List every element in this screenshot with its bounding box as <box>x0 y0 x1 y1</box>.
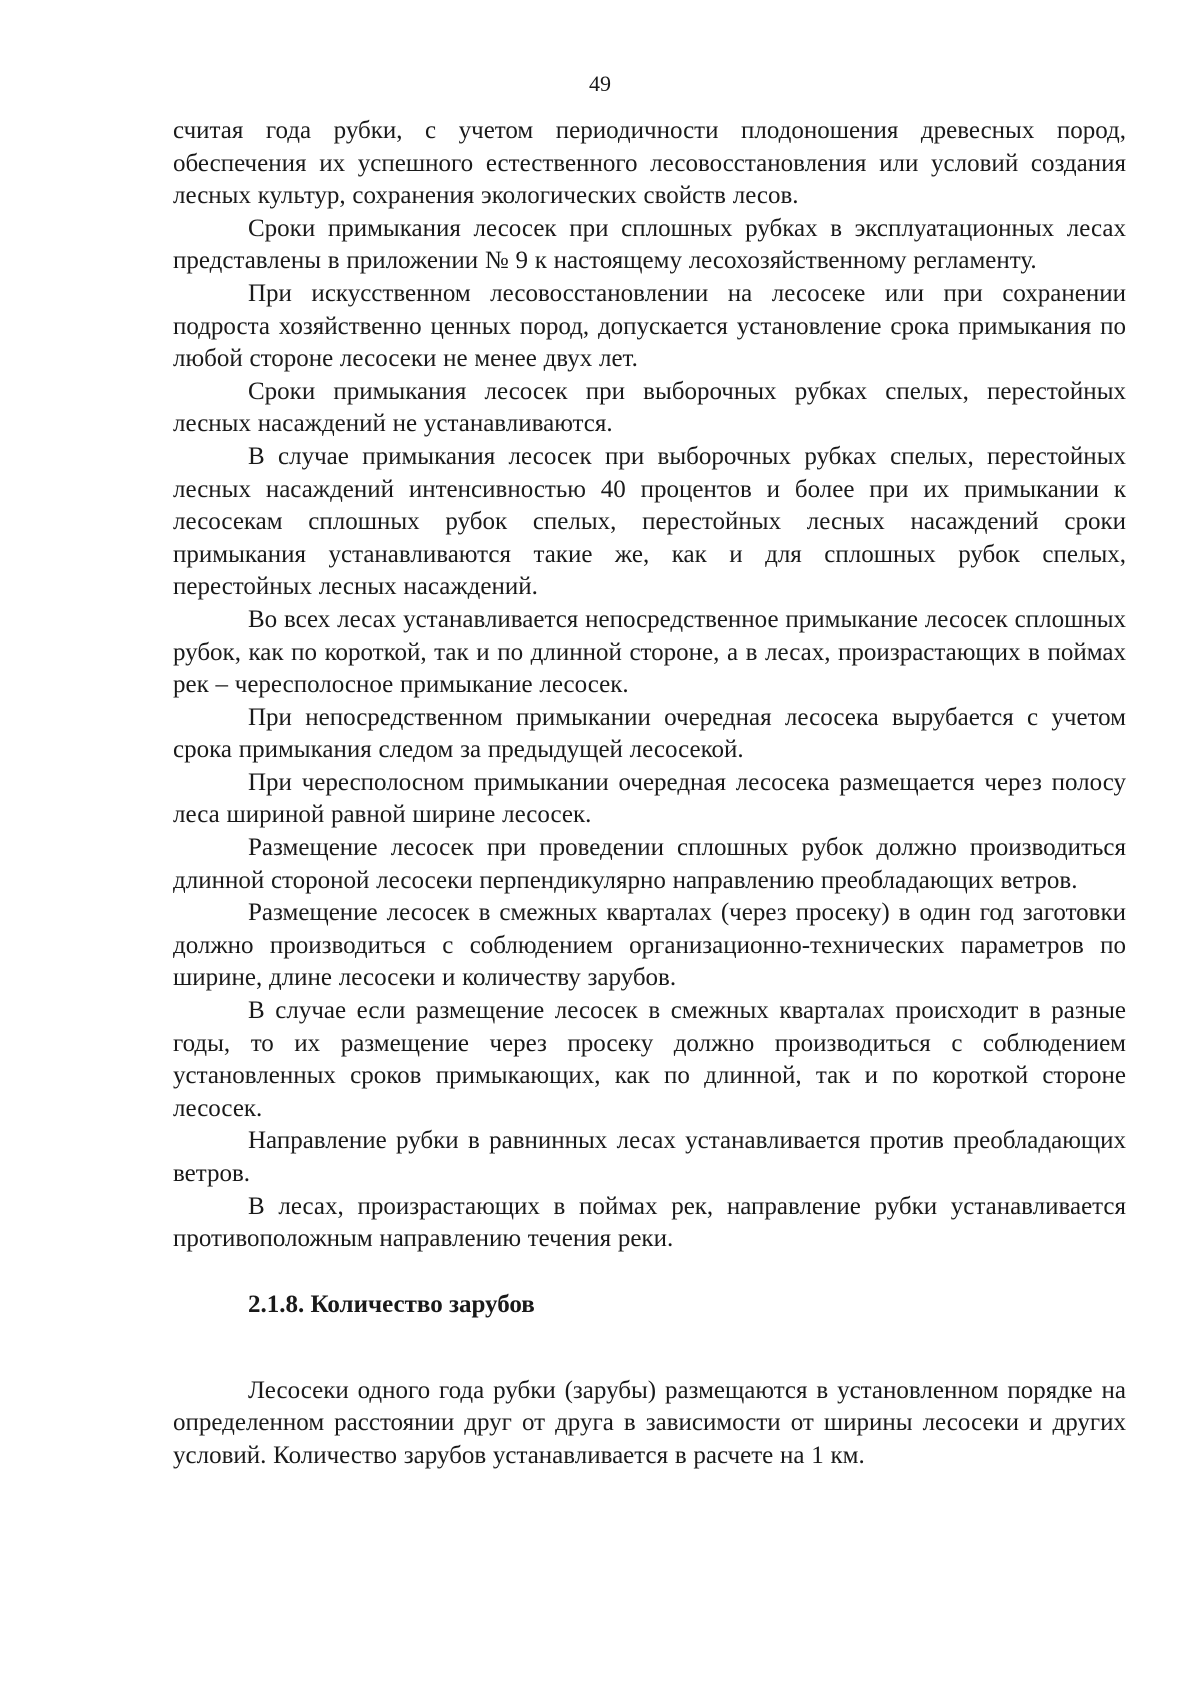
paragraph: При искусственном лесовосстановлении на лесосеке или при сохранении подроста хозяйственно ценных пород, допускается установление срока примыкания по любой стороне лесосеки не менее двух лет. <box>173 279 1126 373</box>
paragraph: При чересполосном примыкании очередная лесосека размещается через полосу леса шириной равной ширине лесосек. <box>173 768 1126 829</box>
paragraph: При непосредственном примыкании очередная лесосека вырубается с учетом срока примыкания следом за предыдущей лесосекой. <box>173 703 1126 764</box>
paragraph: Размещение лесосек в смежных кварталах (через просеку) в один год заготовки должно производиться с соблюдением организационно-технических параметров по ширине, длине лесосеки и количеству зарубов. <box>173 899 1126 992</box>
paragraph: считая года рубки, с учетом периодичности плодоношения древесных пород, обеспечения их успешного естественного лесовосстановления или условий создания лесных культур, сохранения экологических свойств лесов. <box>173 117 1126 210</box>
paragraph: В случае если размещение лесосек в смежных кварталах происходит в разные годы, то их размещение через просеку должно производиться с соблюдением установленных сроков примыкающих, как по длинной, так и по короткой стороне лесосек. <box>173 997 1126 1122</box>
section-heading: 2.1.8. Количество зарубов <box>248 1290 535 1318</box>
paragraph: Направление рубки в равнинных лесах устанавливается против преобладающих ветров. <box>173 1127 1126 1187</box>
page-number: 49 <box>589 71 611 96</box>
page-content <box>173 115 1126 1473</box>
paragraph: Сроки примыкания лесосек при сплошных рубках в эксплуатационных лесах представлены в приложении № 9 к настоящему лесохозяйственному регламенту. <box>173 214 1126 275</box>
paragraph: В случае примыкания лесосек при выборочных рубках спелых, перестойных лесных насаждений интенсивностью 40 процентов и более при их примыкании к лесосекам сплошных рубок спелых, перестойных лесных насаждений сроки примыкания устанавливаются такие же, как и для сплошных рубок спелых, перестойных лесных насаждений. <box>173 442 1126 601</box>
paragraph: Сроки примыкания лесосек при выборочных рубках спелых, перестойных лесных насаждений не устанавливаются. <box>173 377 1126 438</box>
paragraph: В лесах, произрастающих в поймах рек, направление рубки устанавливается противоположным направлению течения реки. <box>173 1192 1126 1253</box>
section-paragraph: Лесосеки одного года рубки (зарубы) размещаются в установленном порядке на определенном расстоянии друг от друга в зависимости от ширины лесосеки и других условий. Количество зарубов устанавливается в расчете на 1 км. <box>173 1376 1126 1469</box>
paragraph: Размещение лесосек при проведении сплошных рубок должно производиться длинной стороной лесосеки перпендикулярно направлению преобладающих ветров. <box>173 834 1126 894</box>
paragraph: Во всех лесах устанавливается непосредственное примыкание лесосек сплошных рубок, как по короткой, так и по длинной стороне, а в лесах, произрастающих в поймах рек – чересполосное примыкание лесосек. <box>173 605 1126 699</box>
